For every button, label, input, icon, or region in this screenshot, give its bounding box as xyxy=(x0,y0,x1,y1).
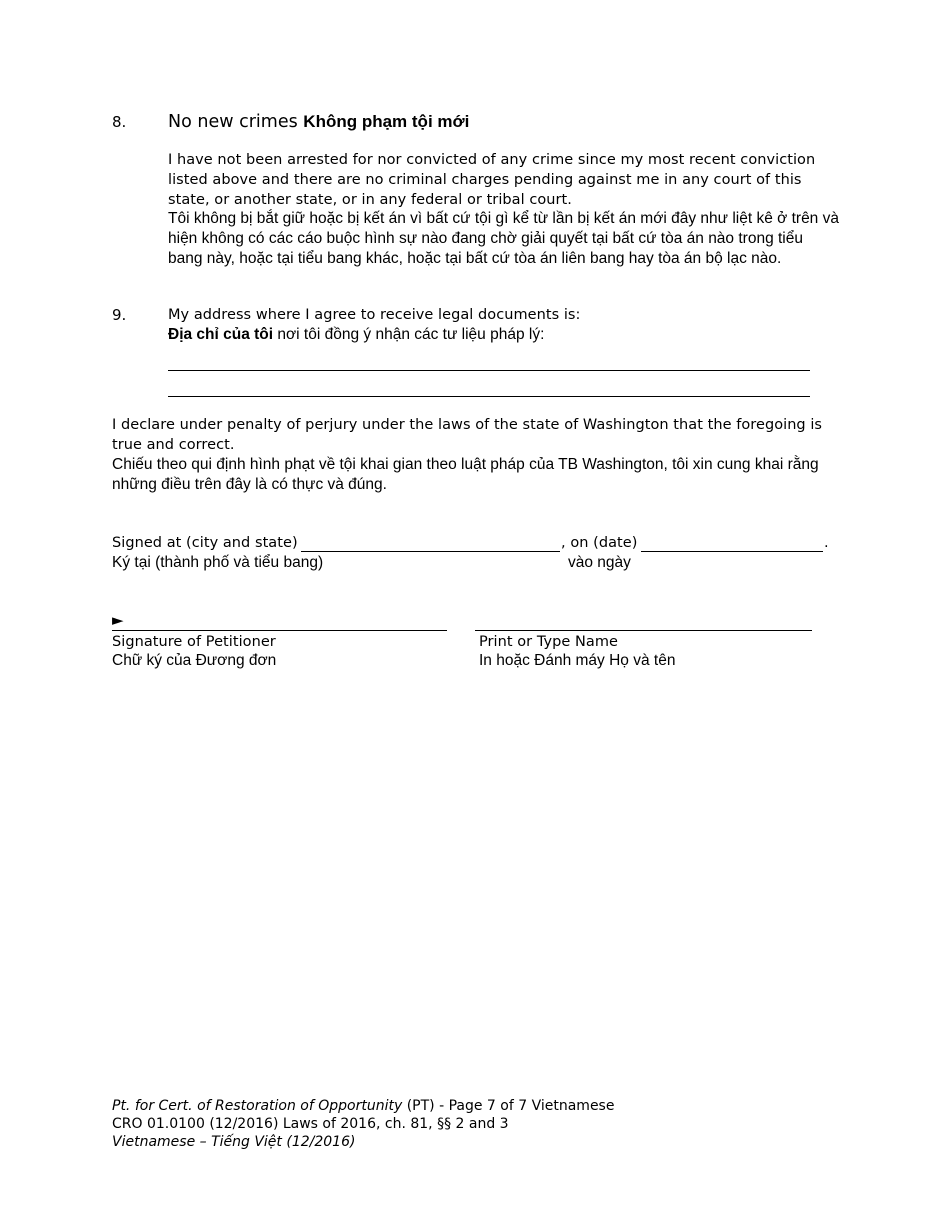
signed-date-line[interactable] xyxy=(641,551,823,552)
footer-line-2: CRO 01.0100 (12/2016) Laws of 2016, ch. 81, §§ 2 and 3 xyxy=(112,1116,509,1132)
petitioner-signature-line[interactable] xyxy=(112,630,447,631)
print-name-label: Print or Type Name xyxy=(479,634,618,650)
address-line-2[interactable] xyxy=(168,396,810,397)
item-9-label-vi xyxy=(168,325,828,345)
petitioner-signature-label: Signature of Petitioner xyxy=(112,634,276,650)
footer-page-info: (PT) - Page 7 of 7 Vietnamese xyxy=(402,1098,615,1114)
item-8-title-en: No new crimes xyxy=(168,112,298,132)
item-8-number: 8. xyxy=(112,113,127,131)
signed-at-label: Signed at (city and state) xyxy=(112,535,298,551)
item-9-label-vi-rest: nơi tôi đồng ý nhận các tư liệu pháp lý: xyxy=(273,326,545,343)
signed-period: . xyxy=(824,535,829,551)
print-name-label-vi: In hoặc Đánh máy Họ và tên xyxy=(479,652,676,669)
signed-on-label-vi: vào ngày xyxy=(568,554,631,571)
item-9-label-vi-bold: Địa chỉ của tôi xyxy=(168,326,274,343)
declaration-en: I declare under penalty of perjury under the laws of the state of Washington that the foregoing is true and correct. xyxy=(112,417,823,453)
item-8-body-en: I have not been arrested for nor convicted of any crime since my most recent conviction listed above and there are no criminal charges pending against me in any court of this state, or another state, or in any federal or tribal court. xyxy=(168,152,816,208)
signed-on-label: , on (date) xyxy=(561,535,638,551)
petitioner-signature-label-vi: Chữ ký của Đương đơn xyxy=(112,652,277,669)
page-footer xyxy=(112,1097,614,1151)
item-9-label-en: My address where I agree to receive legal documents is: xyxy=(168,307,581,323)
footer-form-title: Pt. for Cert. of Restoration of Opportunity xyxy=(112,1098,403,1114)
declaration-vi: Chiếu theo qui định hình phạt về tội khai gian theo luật pháp của TB Washington, tôi xin cung khai rằng những điều trên đây là có thực và đúng. xyxy=(112,456,819,493)
address-line-1[interactable] xyxy=(168,370,810,371)
item-8-heading xyxy=(168,111,848,133)
item-8-body-vi: Tôi không bị bắt giữ hoặc bị kết án vì bất cứ tội gì kể từ lần bị kết án mới đây như liệt kê ở trên và hiện không có các cáo buộc hình sự nào đang chờ giải quyết tại bất cứ tòa án nào trong tiểu bang này, hoặc tại tiểu bang khác, hoặc tại bất cứ tòa án liên bang hay tòa án bộ lạc nào. xyxy=(168,210,839,267)
signed-at-label-vi: Ký tại (thành phố và tiểu bang) xyxy=(112,554,324,571)
item-8-title-vi: Không phạm tội mới xyxy=(303,112,470,131)
declaration xyxy=(112,415,847,495)
signed-at-city-line[interactable] xyxy=(301,551,560,552)
print-name-line[interactable] xyxy=(475,630,812,631)
footer-line-3: Vietnamese – Tiếng Việt (12/2016) xyxy=(112,1134,356,1150)
item-9-number: 9. xyxy=(112,306,127,324)
signature-arrow-icon: ► xyxy=(112,611,124,629)
footer-line-1 xyxy=(112,1097,614,1115)
